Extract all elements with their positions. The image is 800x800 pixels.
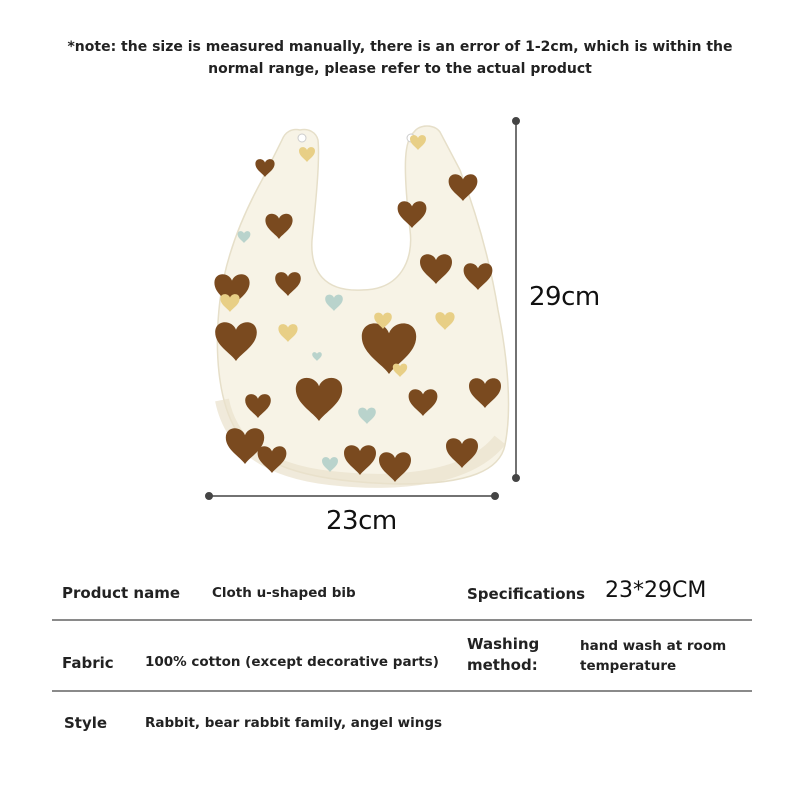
snap-button-left bbox=[298, 134, 306, 142]
style-label: Style bbox=[64, 714, 108, 732]
width-label: 23cm bbox=[326, 506, 397, 536]
specifications-label: Specifications bbox=[467, 585, 586, 603]
washing-method-value: hand wash at room temperature bbox=[580, 638, 727, 674]
width-dimension-line bbox=[206, 493, 499, 500]
row-divider bbox=[52, 619, 752, 621]
note-line-1: *note: the size is measured manually, there is an error of 1-2cm, which is within the bbox=[67, 39, 733, 55]
style-value: Rabbit, bear rabbit family, angel wings bbox=[145, 715, 443, 731]
row-divider bbox=[52, 690, 752, 692]
product-name-label: Product name bbox=[62, 584, 181, 602]
fabric-value: 100% cotton (except decorative parts) bbox=[145, 654, 439, 670]
product-name-value: Cloth u-shaped bib bbox=[212, 585, 356, 601]
washing-method-label: Washing method: bbox=[467, 635, 540, 674]
fabric-label: Fabric bbox=[62, 654, 114, 672]
note-line-2: normal range, please refer to the actual product bbox=[208, 61, 592, 77]
height-label: 29cm bbox=[529, 282, 600, 312]
height-dimension-line bbox=[513, 118, 520, 482]
specifications-value: 23*29CM bbox=[605, 578, 707, 603]
